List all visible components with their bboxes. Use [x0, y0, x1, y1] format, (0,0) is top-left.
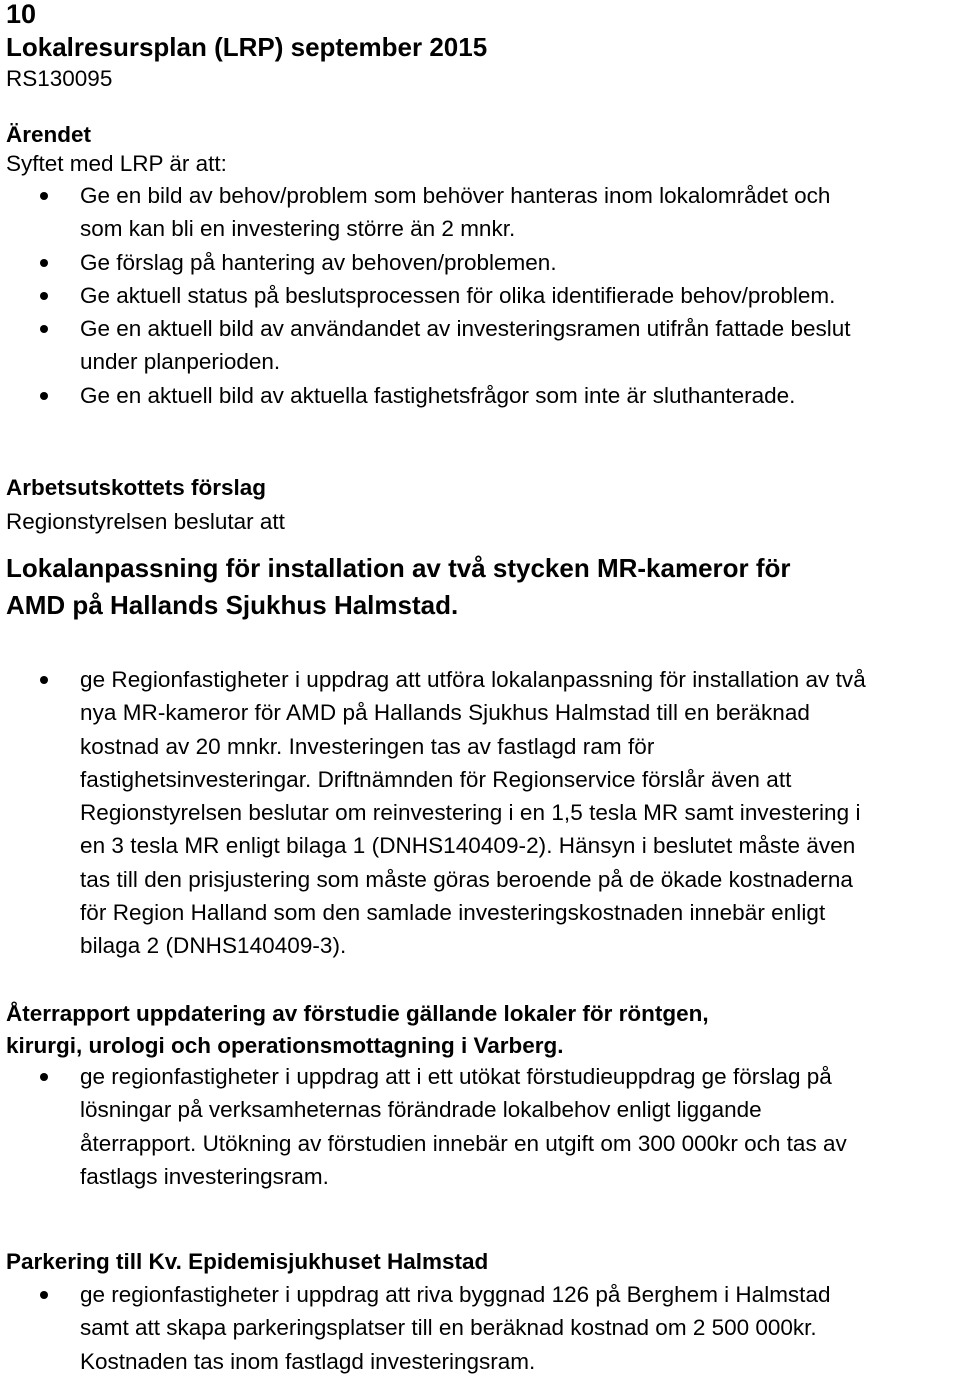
forslag-intro: Regionstyrelsen beslutar att: [6, 509, 285, 534]
section3-heading: Parkering till Kv. Epidemisjukhuset Halmstad: [6, 1249, 489, 1274]
section3-list: [0, 1278, 960, 1378]
forslag-heading: Arbetsutskottets förslag: [6, 475, 267, 500]
bullet-icon: [40, 325, 48, 333]
arendet-intro: Syftet med LRP är att:: [6, 151, 227, 176]
arendet-heading: Ärendet: [6, 122, 92, 147]
list-item: ge regionfastigheter i uppdrag att i ett utökat förstudieuppdrag ge förslag på lösningar på verksamheternas förändrade lokalbehov enligt liggande återrapport. Utökning av förstudien innebär en utgift om 300 000kr och tas av fastlags investeringsram.: [0, 1060, 960, 1193]
section1-list: [0, 663, 960, 963]
bullet-icon: [40, 1073, 48, 1081]
document-title: Lokalresursplan (LRP) september 2015: [6, 32, 488, 62]
bullet-icon: [40, 392, 48, 400]
list-item: Ge en aktuell bild av användandet av investeringsramen utifrån fattade beslut under planperioden.: [0, 312, 960, 379]
arendet-list: [0, 179, 960, 412]
bullet-icon: [40, 292, 48, 300]
item-number: 10: [6, 0, 37, 29]
bullet-icon: [40, 192, 48, 200]
list-item: ge Regionfastigheter i uppdrag att utföra lokalanpassning för installation av två nya MR-kameror för AMD på Hallands Sjukhus Halmstad till en beräknad kostnad av 20 mnkr. Investeringen tas av fastlagd ram för fastighetsinvesteringar. Driftnämnden för Regionservice förslår även att Regionstyrelsen beslutar om reinvestering i en 1,5 tesla MR samt investering i en 3 tesla MR enligt bilaga 1 (DNHS140409-2). Hänsyn i beslutet måste även tas till den prisjustering som måste göras beroende på de ökade kostnaderna för Region Halland som den samlade investeringskostnaden innebär enligt bilaga 2 (DNHS140409-3).: [0, 663, 960, 963]
bullet-icon: [40, 259, 48, 267]
section2-list: [0, 1060, 960, 1193]
list-item: Ge en bild av behov/problem som behöver hanteras inom lokalområdet och som kan bli en investering större än 2 mnkr.: [0, 179, 960, 246]
reference-number: RS130095: [6, 66, 113, 91]
list-item: Ge förslag på hantering av behoven/problemen.: [0, 246, 960, 279]
bullet-icon: [40, 676, 48, 684]
section2-heading: Återrapport uppdatering av förstudie gällande lokaler för röntgen, kirurgi, urologi och operationsmottagning i Varberg.: [6, 1001, 709, 1058]
list-item: Ge aktuell status på beslutsprocessen för olika identifierade behov/problem.: [0, 279, 960, 312]
bullet-icon: [40, 1291, 48, 1299]
list-item: Ge en aktuell bild av aktuella fastighetsfrågor som inte är sluthanterade.: [0, 379, 960, 412]
section1-heading: Lokalanpassning för installation av två stycken MR-kameror för AMD på Hallands Sjukhus Halmstad.: [6, 553, 791, 620]
list-item: ge regionfastigheter i uppdrag att riva byggnad 126 på Berghem i Halmstad samt att skapa parkeringsplatser till en beräknad kostnad om 2 500 000kr. Kostnaden tas inom fastlagd investeringsram.: [0, 1278, 960, 1378]
